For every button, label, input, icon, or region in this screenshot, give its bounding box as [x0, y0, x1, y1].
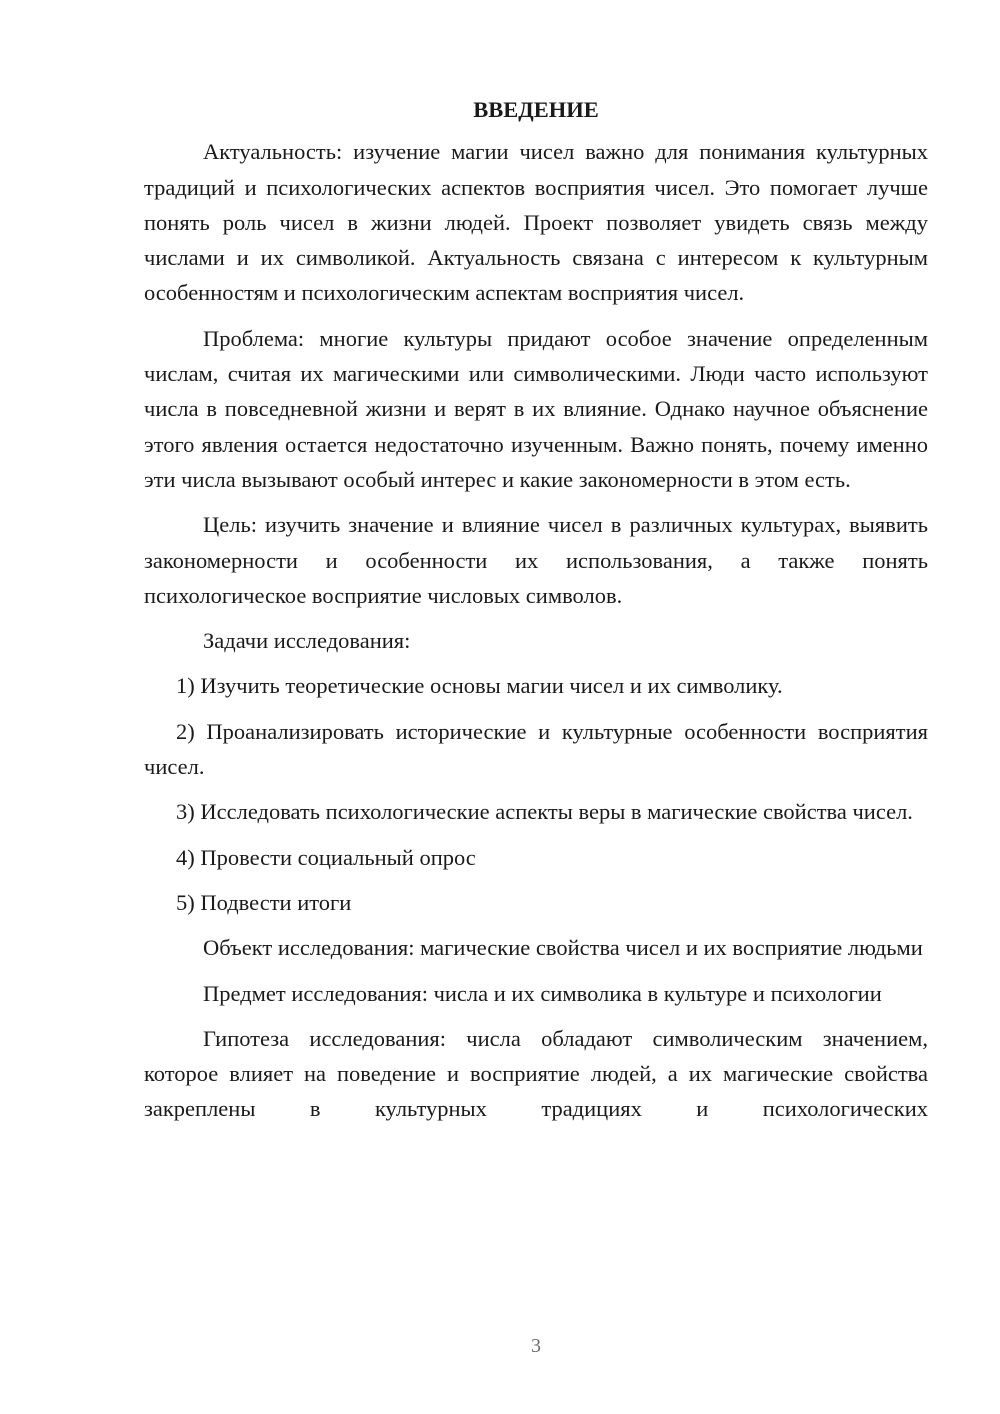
- task-item: 5) Подвести итоги: [176, 889, 352, 915]
- page-number: 3: [531, 1335, 541, 1357]
- tasks-heading: Задачи исследования:: [203, 628, 411, 654]
- problem-paragraph: Проблема: многие культуры придают особое значение определенным числам, считая их магическими или символическими. Люди часто используют числа в повседневной жизни и верят в их влияние. Однако научное объяснение этого явления остается недостаточно изученным. Важно понять, почему именно эти числа вызывают особый интерес и какие закономерности в этом есть.: [144, 325, 928, 492]
- hypothesis-paragraph: Гипотеза исследования: числа обладают символическим значением, которое влияет на поведение и восприятие людей, а их магические свойства закреплены в культурных традициях и психологических: [144, 1025, 928, 1122]
- task-item: 3) Исследовать психологические аспекты веры в магические свойства чисел.: [176, 799, 913, 825]
- section-heading: ВВЕДЕНИЕ: [473, 97, 599, 122]
- goal-paragraph: Цель: изучить значение и влияние чисел в различных культурах, выявить закономерности и особенности их использования, а также понять психологическое восприятие числовых символов.: [144, 512, 928, 608]
- task-item: 1) Изучить теоретические основы магии чисел и их символику.: [176, 673, 783, 699]
- relevance-paragraph: Актуальность: изучение магии чисел важно для понимания культурных традиций и психологических аспектов восприятия чисел. Это помогает лучше понять роль чисел в жизни людей. Проект позволяет увидеть связь между числами и их символикой. Актуальность связана с интересом к культурным особенностям и психологическим аспектам восприятия чисел.: [144, 139, 928, 306]
- task-item: 4) Провести социальный опрос: [176, 844, 476, 870]
- object-paragraph: Объект исследования: магические свойства чисел и их восприятие людьми: [203, 935, 923, 961]
- subject-paragraph: Предмет исследования: числа и их символика в культуре и психологии: [203, 980, 882, 1006]
- task-item: 2) Проанализировать исторические и культурные особенности восприятия чисел.: [144, 718, 928, 780]
- page-content: [144, 92, 928, 1137]
